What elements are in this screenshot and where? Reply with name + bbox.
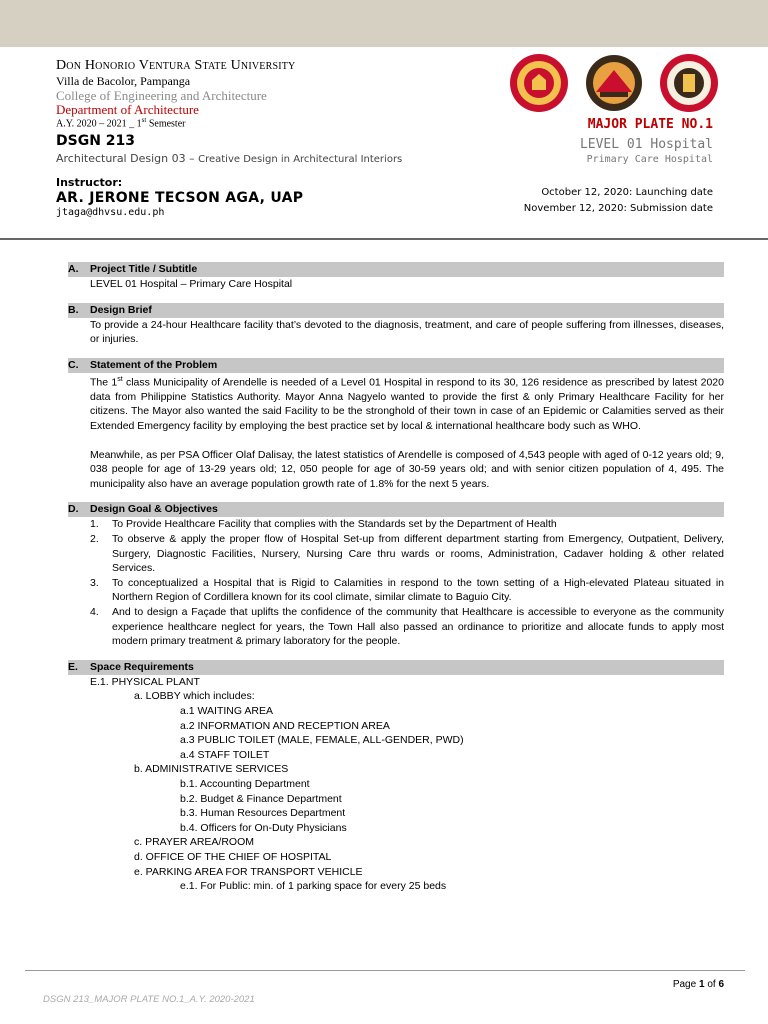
footer-divider [25, 970, 745, 971]
space-item: e.1. For Public: min. of 1 parking space for every 25 beds [180, 880, 447, 893]
university-seal-logo [510, 54, 568, 112]
university-name: Don Honorio Ventura State University [56, 58, 296, 73]
institution-logos [508, 52, 720, 114]
document-body [68, 262, 724, 905]
section-text: LEVEL 01 Hospital – Primary Care Hospital [90, 278, 293, 290]
objectives-list [68, 517, 724, 648]
plate-level: LEVEL 01 Hospital [579, 137, 713, 152]
space-item: a.3 PUBLIC TOILET (MALE, FEMALE, ALL-GENDER, PWD) [180, 734, 464, 747]
course-code: DSGN 213 [56, 133, 136, 149]
space-item: b.1. Accounting Department [180, 777, 310, 790]
objective-text: To observe & apply the proper flow of Hospital Set-up from different department starting from Emergency, Outpatient, Delivery, Surgery, Diagnostic Facilities, Nursery, Nursing Care thru wards or rooms, Administration, Cadaver holding & other related Services. [112, 533, 724, 575]
academic-year: A.Y. 2020 – 2021 _ 1st Semester [56, 116, 186, 130]
section-header: E. Space Requirements [68, 660, 724, 675]
objective-item [90, 532, 724, 576]
space-item: a.2 INFORMATION AND RECEPTION AREA [180, 719, 390, 732]
space-list [68, 675, 724, 894]
header-divider [0, 238, 768, 240]
instructor-email: jtaga@dhvsu.edu.ph [56, 207, 165, 218]
course-description [56, 152, 402, 165]
university-address: Villa de Bacolor, Pampanga [56, 74, 191, 88]
space-item: d. OFFICE OF THE CHIEF OF HOSPITAL [134, 850, 332, 863]
space-item: b.3. Human Resources Department [180, 807, 346, 820]
objective-item [90, 517, 724, 532]
space-item: a.4 STAFF TOILET [180, 748, 270, 761]
page-number: Page 1 of 6 [672, 979, 724, 990]
department-name: Department of Architecture [56, 102, 199, 117]
objective-item [90, 576, 724, 605]
section-header: A. Project Title / Subtitle [68, 262, 724, 277]
course-subtitle: Creative Design in Architectural Interiors [198, 154, 403, 165]
section-header: B. Design Brief [68, 303, 724, 318]
objective-number: 4. [90, 606, 99, 618]
objective-text: And to design a Façade that uplifts the confidence of the community that Healthcare is accessible to everyone as the community experience healthcare neglect for years, the Town Hall also passed an ordinance to prioritize and allocate funds to apply most modern primary treatment & primary laboratory for the people. [112, 606, 724, 648]
college-seal-logo [586, 55, 642, 111]
space-item: E.1. PHYSICAL PLANT [90, 675, 200, 688]
problem-paragraph-2: Meanwhile, as per PSA Officer Olaf Dalisay, the latest statistics of Arendelle is composed of 4,543 people with aged of 0-12 years old; 9, 038 people for age of 13-29 years old; 12, 050 people for age of 30-59 years old; and with senior citizen population of 4, 495. The municipality also have an average population growth rate of 1.8% for the next 5 years. [90, 448, 724, 490]
space-item: b. ADMINISTRATIVE SERVICES [134, 763, 289, 776]
space-item: e. PARKING AREA FOR TRANSPORT VEHICLE [134, 865, 363, 878]
section-problem-statement [68, 358, 724, 492]
space-item: b.4. Officers for On-Duty Physicians [180, 821, 347, 834]
college-name: College of Engineering and Architecture [56, 88, 267, 103]
instructor-name: AR. JERONE TECSON AGA, UAP [56, 190, 304, 206]
space-item: c. PRAYER AREA/ROOM [134, 836, 254, 849]
space-item: b.2. Budget & Finance Department [180, 792, 342, 805]
section-design-brief [68, 303, 724, 347]
plate-title: MAJOR PLATE NO.1 [587, 117, 713, 132]
objective-number: 1. [90, 518, 99, 531]
instructor-label: Instructor: [56, 176, 123, 189]
section-project-title [68, 262, 724, 292]
objective-number: 3. [90, 576, 99, 589]
section-header: C. Statement of the Problem [68, 358, 724, 373]
space-item: a. LOBBY which includes: [134, 690, 255, 703]
department-seal-logo [660, 54, 718, 112]
space-item: a.1 WAITING AREA [180, 704, 273, 717]
course-title: Architectural Design 03 – [56, 152, 195, 165]
section-goals-objectives [68, 502, 724, 648]
top-band [0, 0, 768, 47]
objective-text: To conceptualized a Hospital that is Rigid to Calamities in respond to the town setting of a High-elevated Plateau situated in Northern Region of Cordillera known for its cool climate, similar climate to Baguio City. [112, 576, 724, 604]
objective-item [90, 605, 724, 649]
footer-document-name: DSGN 213_MAJOR PLATE NO.1_A.Y. 2020-2021 [43, 994, 255, 1005]
submission-date: November 12, 2020: Submission date [523, 203, 713, 214]
section-space-requirements [68, 660, 724, 894]
problem-paragraph-1: The 1st class Municipality of Arendelle is needed of a Level 01 Hospital in respond to its 30, 126 residence as prescribed by latest 2020 data from Philippine Statistics Authority. Mayor Anna Nagyelo wanted to provide the first & only Primary Healthcare Facility for her citizens. The Mayor also wanted the said Facility to be the stronghold of their town in case of an Epidemic or Calamities served as their Extended Emergency facility by employing the best practice set by local & international healthcare body such as WHO. [90, 375, 724, 433]
plate-subtitle: Primary Care Hospital [586, 154, 713, 165]
section-header: D. Design Goal & Objectives [68, 502, 724, 517]
objective-number: 2. [90, 533, 99, 546]
objective-text: To Provide Healthcare Facility that complies with the Standards set by the Department of Health [112, 518, 557, 531]
section-text: To provide a 24-hour Healthcare facility that’s devoted to the diagnosis, treatment, and care of people suffering from illnesses, diseases, or injuries. [90, 318, 724, 346]
launch-date: October 12, 2020: Launching date [541, 187, 713, 198]
